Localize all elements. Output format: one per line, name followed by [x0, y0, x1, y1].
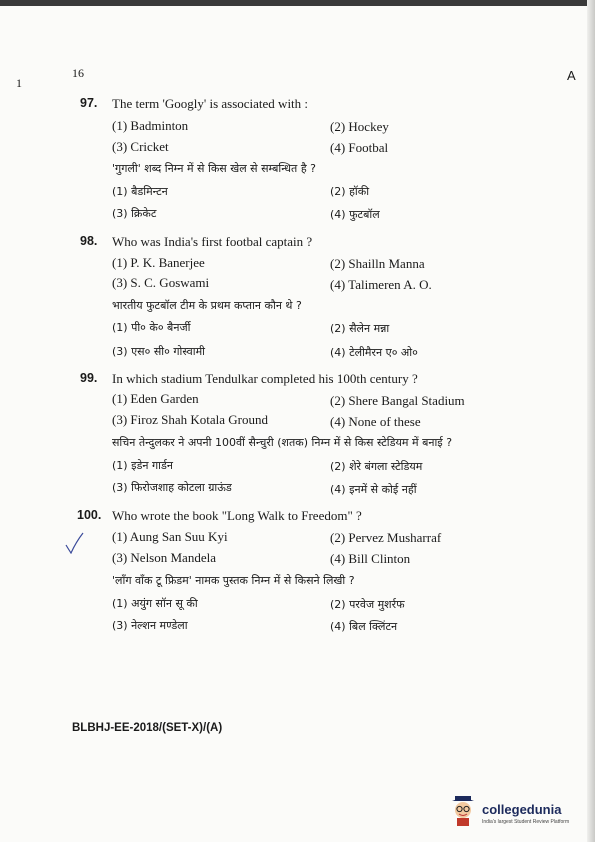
option-2-hindi: (2) हॉकी — [330, 185, 370, 198]
question-text: Who was India's first footbal captain ? — [112, 234, 313, 249]
question-number: 97. — [80, 96, 98, 110]
option-4-hindi: (4) बिल क्लिंटन — [330, 620, 398, 633]
question-text: The term 'Googly' is associated with : — [112, 96, 309, 111]
option-4: (4) None of these — [330, 414, 421, 429]
option-4-hindi: (4) टेलीमैरन ए० ओ० — [330, 346, 418, 359]
option-3: (3) Firoz Shah Kotala Ground — [112, 412, 268, 427]
option-4-hindi: (4) फुटबॉल — [330, 208, 380, 221]
option-3: (3) Nelson Mandela — [112, 550, 216, 565]
option-4-hindi: (4) इनमें से कोई नहीं — [330, 483, 417, 496]
logo-wordmark: collegedunia — [482, 802, 562, 817]
option-2: (2) Shere Bangal Stadium — [330, 393, 465, 408]
question-number: 98. — [80, 234, 98, 248]
option-3-hindi: (3) क्रिकेट — [112, 207, 157, 220]
mascot-icon — [450, 796, 476, 826]
question-number: 100. — [77, 508, 102, 522]
question-text-hindi: 'लॉंग वॉंक टू फ्रिडम' नामक पुस्तक निम्न में से किसने लिखी ? — [112, 574, 355, 587]
option-1: (1) Eden Garden — [112, 391, 199, 406]
collegedunia-logo — [450, 792, 585, 832]
option-2: (2) Shailln Manna — [330, 256, 425, 271]
handwritten-tick-mark — [64, 532, 84, 554]
question-text: In which stadium Tendulkar completed his 100th century ? — [112, 371, 418, 386]
option-3-hindi: (3) एस० सी० गोस्वामी — [112, 345, 206, 358]
option-1: (1) P. K. Banerjee — [112, 255, 205, 270]
margin-mark: 1 — [16, 76, 22, 90]
set-letter: A — [567, 68, 576, 83]
option-2: (2) Pervez Musharraf — [330, 530, 442, 545]
option-4: (4) Footbal — [330, 140, 389, 155]
option-3-hindi: (3) फिरोजशाह कोटला ग्राऊंड — [112, 481, 232, 494]
question-text: Who wrote the book "Long Walk to Freedom" ? — [112, 508, 362, 523]
option-1-hindi: (1) इडेन गार्डन — [112, 459, 173, 472]
option-3: (3) S. C. Goswami — [112, 275, 210, 290]
paper-code-footer: BLBHJ-EE-2018/(SET-X)/(A) — [72, 722, 223, 734]
question-number: 99. — [80, 371, 98, 385]
question-text-hindi: भारतीय फुटबॉल टीम के प्रथम कप्तान कौन थे ? — [112, 299, 302, 312]
option-3-hindi: (3) नेल्शन मण्डेला — [112, 619, 188, 632]
question-text-hindi: 'गुगली' शब्द निम्न में से किस खेल से सम्बन्धित है ? — [112, 162, 316, 175]
option-4: (4) Bill Clinton — [330, 551, 411, 566]
option-1: (1) Aung San Suu Kyi — [112, 529, 228, 544]
scan-right-edge — [587, 0, 595, 842]
logo-tagline: India's largest Student Review Platform — [482, 819, 570, 825]
option-2: (2) Hockey — [330, 119, 389, 134]
option-2-hindi: (2) परवेज मुशर्रफ — [330, 598, 405, 611]
option-1: (1) Badminton — [112, 118, 189, 133]
option-3: (3) Cricket — [112, 139, 169, 154]
question-text-hindi: सचिन तेन्दुलकर ने अपनी 100वीं सैन्चुरी (शतक) निम्न में से किस स्टेडियम में बनाई ? — [112, 436, 453, 449]
option-2-hindi: (2) सैलेन मन्ना — [330, 322, 390, 335]
scan-top-edge — [0, 0, 595, 6]
option-1-hindi: (1) पी० के० बैनर्जी — [112, 321, 191, 334]
option-1-hindi: (1) अयुंग सॉन सू की — [112, 597, 198, 610]
option-1-hindi: (1) बैडमिन्टन — [112, 185, 168, 198]
option-4: (4) Talimeren A. O. — [330, 277, 432, 292]
page-number: 16 — [72, 66, 84, 80]
option-2-hindi: (2) शेरे बंगला स्टेडियम — [330, 460, 423, 473]
